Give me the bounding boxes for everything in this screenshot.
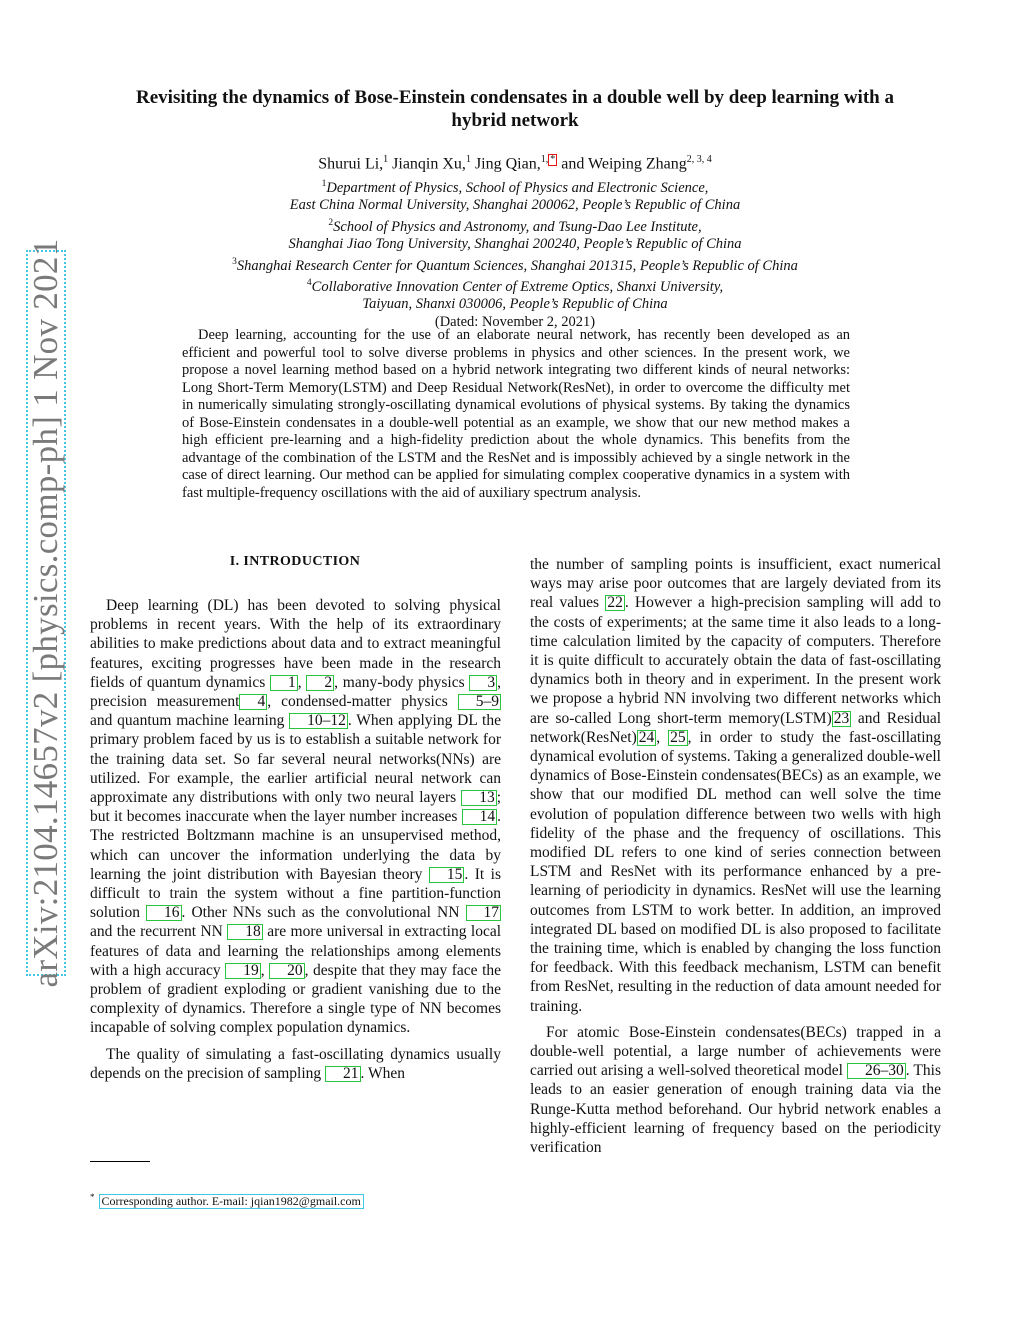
arxiv-identifier: arXiv:2104.14657v2 [physics.comp-ph] 1 Nov 2021 [26, 238, 65, 988]
affiliation-number: 3 [232, 256, 237, 267]
citation-link[interactable]: 18 [227, 924, 263, 940]
citation-link[interactable]: 15 [429, 867, 465, 883]
affiliation-line [110, 275, 920, 296]
author-name: and Weiping Zhang [561, 155, 687, 173]
left-column [90, 596, 501, 1083]
affiliation-marker: 2, 3, 4 [686, 154, 712, 165]
citation-link[interactable]: 13 [461, 790, 497, 806]
abstract: Deep learning, accounting for the use of an elaborate neural network, has recently been developed as an efficient and powerful tool to solve diverse problems in physics and other sciences. In the present work, we propose a novel learning method based on a hybrid network integrating two different kinds of neural networks: Long Short-Term Memory(LSTM) and Deep Residual Network(ResNet), in order to overcome the difficulty met in numerically simulating strongly-oscillating dynamical evolutions of physical systems. By taking the dynamics of Bose-Einstein condensates in a double-well potential as an example, we show that our new method makes a high efficient pre-learning and a high-fidelity prediction about the whole dynamics. This benefits from the advantage of the combination of the LSTM and the ResNet and is impossibly achieved by a single network in the case of direct learning. Our method can be applied for simulating complex cooperative dynamics in a system with fast multiple-frequency oscillations with the aid of auxiliary spectrum analysis. [182, 327, 850, 501]
paragraph: The quality of simulating a fast-oscillating dynamics usually depends on the precision of sampling 21 . When [90, 1045, 501, 1082]
citation-link[interactable]: 5–9 [458, 694, 501, 710]
citation-link[interactable]: 24 [638, 728, 655, 746]
citation-link[interactable]: 26–30 [847, 1063, 906, 1079]
paragraph: For atomic Bose-Einstein condensates(BECs) trapped in a double-well potential, a large number of achievements were carried out arising a well-solved theoretical model 26–30 . This leads to an easier generation of enough training data via the Runge-Kutta method beforehand. Our hybrid network enables a highly-efficient learning of frequency based on the periodicity verification [530, 1023, 941, 1157]
affiliation-text: Department of Physics, School of Physics and Electronic Science, [326, 179, 709, 196]
affiliation-line [110, 176, 920, 197]
citation-link[interactable]: 16 [146, 905, 182, 921]
affiliation-marker: 1 [383, 154, 389, 165]
affiliation-number: 1 [321, 179, 327, 189]
author-name: Jianqin Xu, [392, 155, 466, 173]
citation-link[interactable]: 22 [607, 594, 623, 612]
affiliation-line: East China Normal University, Shanghai 200062, People’s Republic of China [289, 197, 741, 214]
right-column [530, 555, 941, 1157]
arxiv-identifier-box[interactable] [26, 238, 66, 988]
affiliation-marker: 1 [465, 154, 471, 165]
citation-link[interactable]: 14 [462, 809, 498, 825]
author-name: Jing Qian, [474, 155, 541, 173]
citation-link[interactable]: 2 [306, 675, 334, 691]
citation-link[interactable]: 25 [670, 728, 686, 746]
paper-title: Revisiting the dynamics of Bose-Einstein condensates in a double well by deep learning with a hybrid network [136, 87, 894, 131]
citation-link[interactable]: 17 [466, 905, 502, 921]
citation-link[interactable]: 1 [270, 675, 298, 691]
footnote-rule [90, 1161, 150, 1162]
citation-link[interactable]: 3 [469, 675, 497, 691]
citation-link[interactable]: 19 [225, 963, 261, 979]
affiliation-text: Collaborative Innovation Center of Extreme Optics, Shanxi University, [311, 278, 724, 295]
date-line: (Dated: November 2, 2021) [434, 313, 596, 330]
affiliation-line [110, 215, 920, 236]
author-list [110, 150, 920, 174]
affiliation-number: 4 [306, 277, 312, 288]
affiliations [110, 176, 920, 331]
footnote-email-link[interactable]: Corresponding author. E-mail: jqian1982@gmail.com [99, 1194, 364, 1209]
paragraph: Deep learning (DL) has been devoted to solving physical problems in recent years. With the help of its extraordinary abilities to make predictions about data and to extract meaningful features, exciting progresses have been made in the research fields of quantum dynamics 1 , 2 , many-body physics 3 , precision measurement 4 , condensed-matter physics 5–9 and quantum machine learning 10–12 . When applying DL the primary problem faced by us is to establish a suitable network for the training data set. So far several neural networks(NNs) are utilized. For example, the earlier artificial neural network can approximate any distributions with only two neural layers 13 ; but it becomes inaccurate when the layer number increases 14 . The restricted Boltzmann machine is an unsupervised method, which can uncover the information underlying the data by learning the joint distribution with Bayesian theory 15 . It is difficult to train the system without a fine partition-function solution 16 . Other NNs such as the convolutional NN 17 and the recurrent NN 18 are more universal in extracting local features of data and learning the relationships among elements with a high accuracy 19 , 20 , despite that they may face the problem of gradient exploding or gradient vanishing due to the complexity of dynamics. Therefore a single type of NN becomes incapable of solving complex population dynamics. [90, 597, 502, 1037]
citation-link[interactable]: 4 [239, 694, 267, 710]
footnote [90, 1192, 364, 1209]
affiliation-line [110, 254, 920, 275]
citation-link[interactable]: 10–12 [289, 713, 348, 729]
paragraph: the number of sampling points is insufficient, exact numerical ways may arise poor outcomes that are largely deviated from its real values 22 . However a high-precision sampling will add to the costs of experiments; at the same time it also leads to a long-time calculation limited by the capacity of computers. Therefore it is quite difficult to accurately obtain the data of fast-oscillating dynamics both in theory and in experiment. In the present work we propose a hybrid NN involving two different networks which are so-called Long short-term memory(LSTM) 23 and Residual network(ResNet) 24 , 25 , in order to study the fast-oscillating dynamical evolution of systems. Taking a generalized double-well dynamics of Bose-Einstein condensates(BECs) as an example, we show that our modified DL method can well solve the time evolution of population difference between two wells with high fidelity of the phase and the frequency of oscillations. This modified DL refers to one kind of series connection between LSTM and ResNet with its performance enhanced by a pre-learning of periodicity in dynamics. ResNet will use the learning outcomes from LSTM to work better. In addition, an improved integrated DL based on modified DL is also proposed to facilitate the training time, which is enabled by changing the loss function for feedback. With this feedback mechanism, LSTM can benefit from ResNet, resulting in the reduction of data amount needed for training. [530, 556, 942, 1015]
citation-link[interactable]: 20 [269, 963, 305, 979]
affiliation-number: 2 [328, 217, 334, 228]
footnote-mark: * [90, 1192, 95, 1202]
footnote-link[interactable]: * [550, 154, 556, 165]
affiliation-text: School of Physics and Astronomy, and Tsung-Dao Lee Institute, [333, 218, 702, 235]
citation-link[interactable]: 21 [325, 1066, 361, 1082]
section-heading: I. INTRODUCTION [229, 554, 361, 569]
citation-link[interactable]: 23 [833, 709, 850, 727]
affiliation-line: Shanghai Jiao Tong University, Shanghai 200240, People’s Republic of China [288, 236, 742, 253]
author-name: Shurui Li, [318, 155, 384, 173]
affiliation-line: Taiyuan, Shanxi 030006, People’s Republic of China [362, 296, 668, 313]
affiliation-text: Shanghai Research Center for Quantum Sciences, Shanghai 201315, People’s Republic of China [236, 257, 798, 274]
affiliation-marker: 1, [540, 154, 549, 165]
